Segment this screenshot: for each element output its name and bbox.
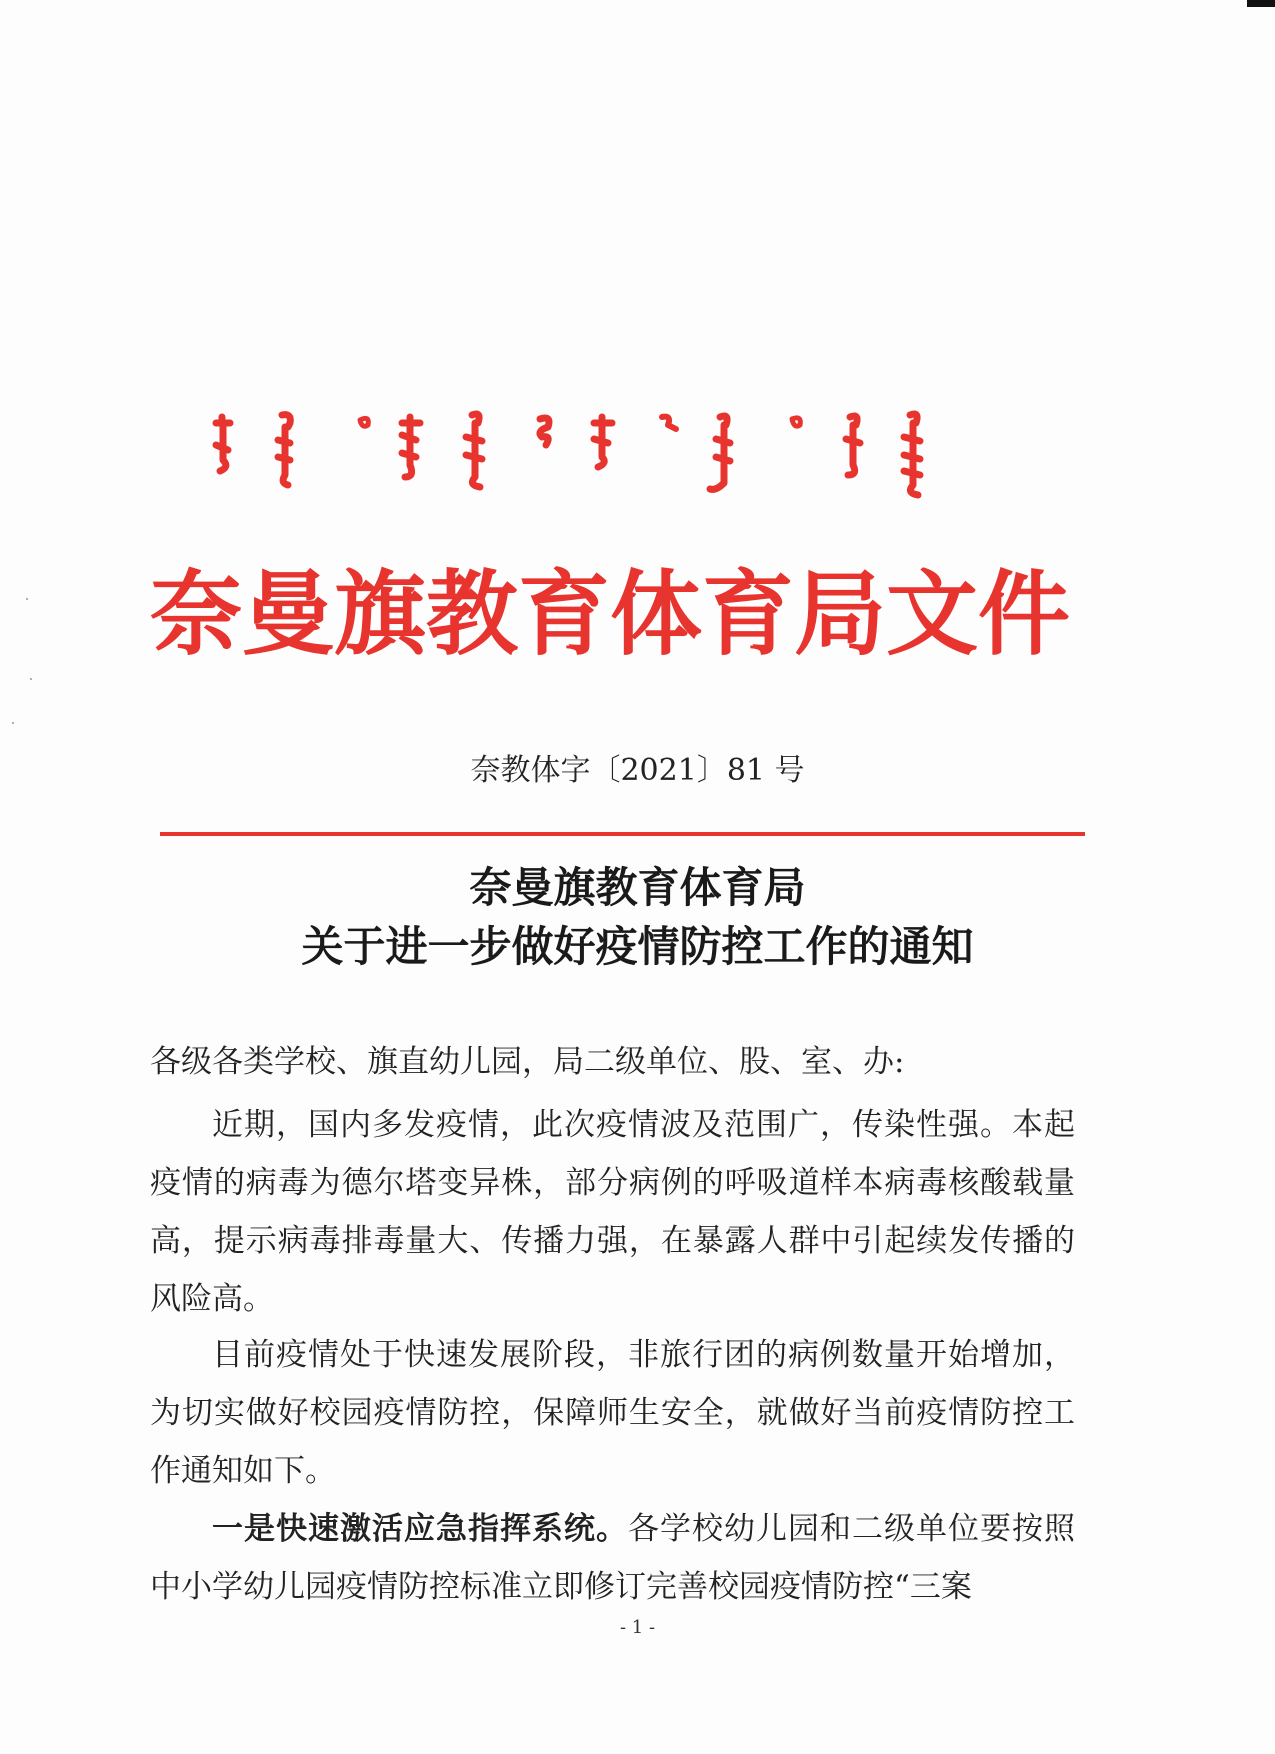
scan-speck [30,678,32,680]
page-number: - 1 - [619,1617,656,1638]
document-header-title: 奈曼旗教育体育局文件 [150,561,1071,668]
paragraph-1: 近期，国内多发疫情，此次疫情波及范围广，传染性强。本起疫情的病毒为德尔塔变异株，部分病例的呼吸道样本病毒核酸载量高，提示病毒排毒量大、传播力强，在暴露人群中引起续发传播的风险高。 [150,1107,1075,1317]
scan-speck [26,598,28,600]
scan-edge-mark [1247,0,1275,7]
paragraph-2: 目前疫情处于快速发展阶段，非旅行团的病例数量开始增加，为切实做好校园疫情防控，保障师生安全，就做好当前疫情防控工作通知如下。 [150,1337,1075,1489]
notice-title-line-2: 关于进一步做好疫情防控工作的通知 [301,922,974,971]
mongolian-header-script [210,405,1010,510]
paragraph-3-text: 各学校幼儿园和二级单位要按照中小学幼儿园疫情防控标准立即修订完善校园疫情防控“三案 [150,1511,1075,1605]
paragraph-3-lead: 一是快速激活应急指挥系统。 [212,1511,628,1547]
paragraph-3 [150,1500,1075,1616]
notice-title-line-1: 奈曼旗教育体育局 [469,863,806,912]
red-divider-line [160,832,1085,836]
document-number: 奈教体字〔2021〕81 号 [470,753,805,788]
scan-speck [12,722,14,724]
salutation: 各级各类学校、旗直幼儿园，局二级单位、股、室、办: [150,1044,905,1080]
